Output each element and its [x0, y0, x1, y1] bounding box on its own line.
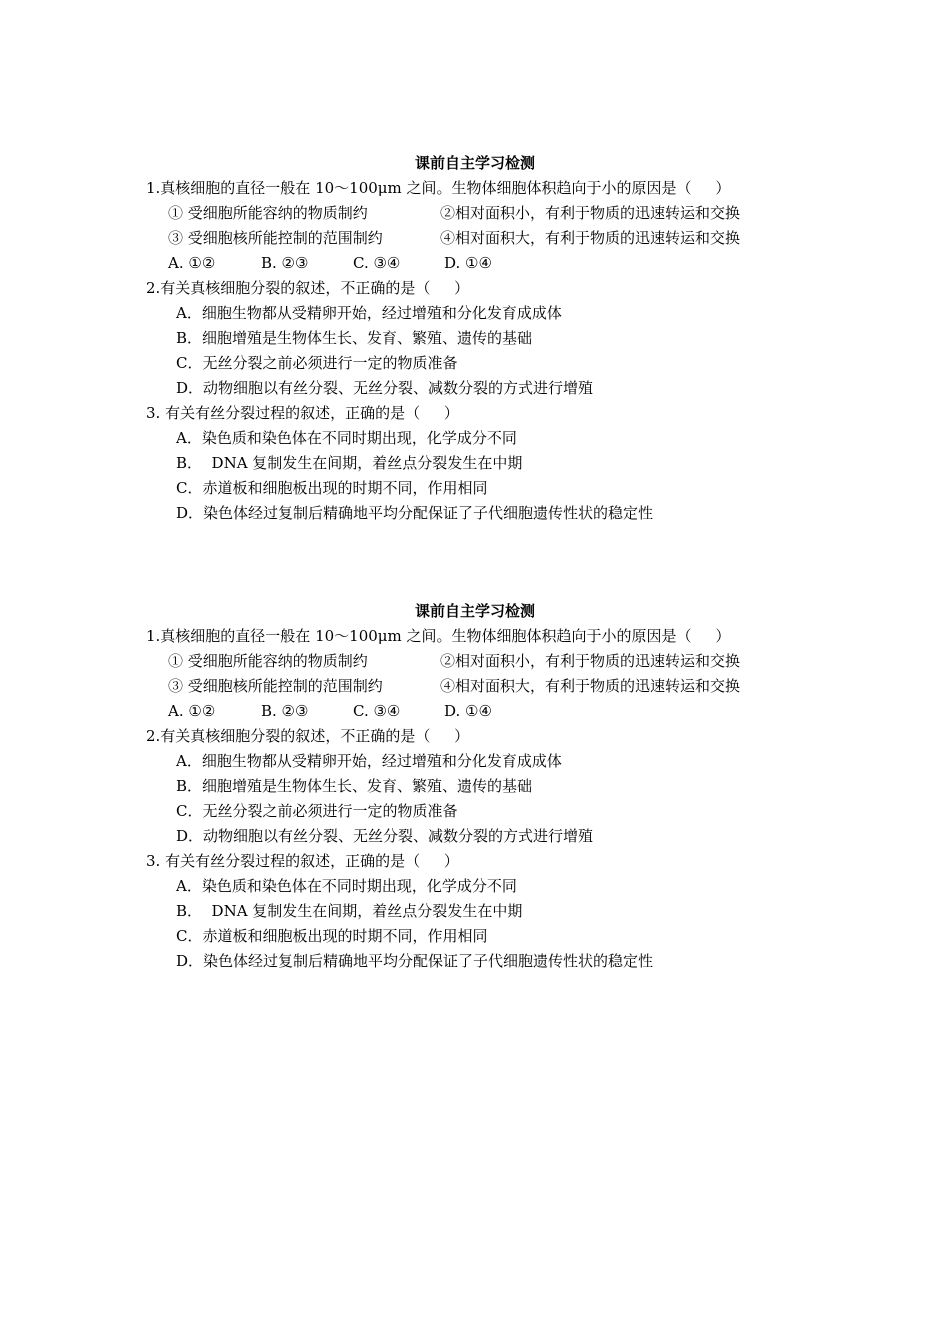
question-1-item-3: ③ 受细胞核所能控制的范围制约	[168, 677, 383, 695]
question-2-option-d: D．动物细胞以有丝分裂、无丝分裂、减数分裂的方式进行增殖	[176, 827, 594, 845]
question-2-stem: 2.有关真核细胞分裂的叙述，不正确的是（ ）	[146, 279, 470, 297]
question-1-choice-b: B. ②③	[261, 702, 309, 720]
question-3-stem: 3. 有关有丝分裂过程的叙述，正确的是（ ）	[146, 404, 459, 422]
question-2-option-b: B．细胞增殖是生物体生长、发育、繁殖、遗传的基础	[176, 329, 533, 347]
question-3-option-d: D．染色体经过复制后精确地平均分配保证了子代细胞遗传性状的稳定性	[176, 504, 654, 522]
quiz-section-1	[0, 152, 950, 532]
question-1-stem: 1.真核细胞的直径一般在 10～100μm 之间。生物体细胞体积趋向于小的原因是（ ）	[146, 627, 731, 645]
question-1-choice-d: D. ①④	[444, 702, 492, 720]
question-1-item-2: ②相对面积小，有利于物质的迅速转运和交换	[440, 204, 741, 222]
question-2-option-c: C．无丝分裂之前必须进行一定的物质准备	[176, 354, 458, 372]
question-1-choice-d: D. ①④	[444, 254, 492, 272]
question-1-stem: 1.真核细胞的直径一般在 10～100μm 之间。生物体细胞体积趋向于小的原因是（ ）	[146, 179, 731, 197]
question-1-item-2: ②相对面积小，有利于物质的迅速转运和交换	[440, 652, 741, 670]
question-3-option-c: C．赤道板和细胞板出现的时期不同，作用相同	[176, 479, 488, 497]
question-1-item-4: ④相对面积大，有利于物质的迅速转运和交换	[440, 677, 741, 695]
question-3-option-b: B． DNA 复制发生在间期，着丝点分裂发生在中期	[176, 454, 523, 472]
question-2-stem: 2.有关真核细胞分裂的叙述，不正确的是（ ）	[146, 727, 470, 745]
question-1-choice-b: B. ②③	[261, 254, 309, 272]
question-3-option-b: B． DNA 复制发生在间期，着丝点分裂发生在中期	[176, 902, 523, 920]
question-2-option-a: A．细胞生物都从受精卵开始，经过增殖和分化发育成成体	[176, 752, 562, 770]
question-3-option-a: A．染色质和染色体在不同时期出现，化学成分不同	[176, 877, 517, 895]
question-3-option-a: A．染色质和染色体在不同时期出现，化学成分不同	[176, 429, 517, 447]
question-2-option-d: D．动物细胞以有丝分裂、无丝分裂、减数分裂的方式进行增殖	[176, 379, 594, 397]
question-1-item-1: ① 受细胞所能容纳的物质制约	[168, 204, 368, 222]
question-3-option-d: D．染色体经过复制后精确地平均分配保证了子代细胞遗传性状的稳定性	[176, 952, 654, 970]
question-2-option-c: C．无丝分裂之前必须进行一定的物质准备	[176, 802, 458, 820]
question-3-stem: 3. 有关有丝分裂过程的叙述，正确的是（ ）	[146, 852, 459, 870]
question-2-option-b: B．细胞增殖是生物体生长、发育、繁殖、遗传的基础	[176, 777, 533, 795]
section-title: 课前自主学习检测	[414, 602, 535, 620]
question-1-item-4: ④相对面积大，有利于物质的迅速转运和交换	[440, 229, 741, 247]
question-1-choice-a: A. ①②	[168, 254, 216, 272]
question-1-item-3: ③ 受细胞核所能控制的范围制约	[168, 229, 383, 247]
question-1-choice-a: A. ①②	[168, 702, 216, 720]
question-1-choice-c: C. ③④	[353, 254, 401, 272]
section-title: 课前自主学习检测	[414, 154, 535, 172]
question-3-option-c: C．赤道板和细胞板出现的时期不同，作用相同	[176, 927, 488, 945]
question-2-option-a: A．细胞生物都从受精卵开始，经过增殖和分化发育成成体	[176, 304, 562, 322]
question-1-choice-c: C. ③④	[353, 702, 401, 720]
question-1-item-1: ① 受细胞所能容纳的物质制约	[168, 652, 368, 670]
quiz-section-2	[0, 600, 950, 980]
